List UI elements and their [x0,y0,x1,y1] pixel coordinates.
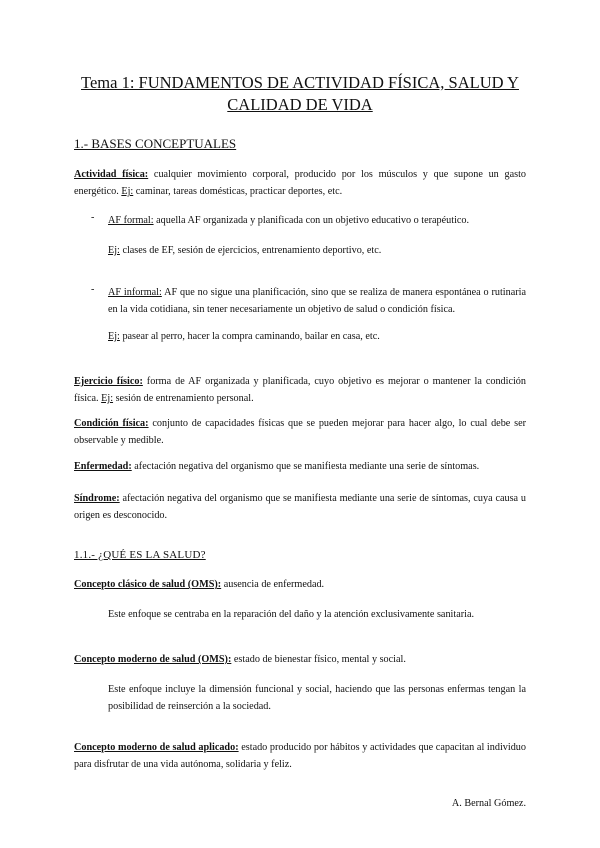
title-line-2: CALIDAD DE VIDA [227,95,373,114]
definition-af-formal: aquella AF organizada y planificada con un objetivo educativo o terapéutico. [153,215,470,226]
definition-salud-clasico: ausencia de enfermedad. [221,579,325,590]
definition-enfermedad: afectación negativa del organismo que se manifiesta mediante una serie de síntomas. [131,461,480,472]
term-salud-aplicado: Concepto moderno de salud aplicado: [74,742,239,753]
term-af-informal: AF informal: [108,287,162,298]
term-salud-clasico: Concepto clásico de salud (OMS): [74,579,222,590]
example-text: caminar, tareas domésticas, practicar deportes, etc. [133,186,343,197]
paragraph-salud-aplicado [74,739,526,773]
example-text: clases de EF, sesión de ejercicios, entrenamiento deportivo, etc. [119,245,382,256]
paragraph-sindrome [74,490,526,524]
example-af-formal [108,242,526,259]
paragraph-af-informal [108,284,526,318]
paragraph-actividad-fisica [74,166,526,200]
definition-actividad-fisica: cualquier movimiento corporal, producido por los músculos y que supone un gasto energético. [74,169,526,197]
example-label: Ej: [108,331,120,342]
detail-salud-clasico: Este enfoque se centraba en la reparación del daño y la atención exclusivamente sanitaria. [108,609,475,620]
example-label: Ej: [108,245,120,256]
example-text: sesión de entrenamiento personal. [113,393,254,404]
paragraph-salud-clasico [74,576,526,593]
term-enfermedad: Enfermedad: [74,461,132,472]
example-af-informal [108,328,526,345]
term-sindrome: Síndrome: [74,493,120,504]
example-label: Ej: [121,186,134,197]
paragraph-enfermedad [74,458,526,475]
term-ejercicio-fisico: Ejercicio físico: [74,376,143,387]
term-af-formal: AF formal: [108,215,154,226]
definition-sindrome: afectación negativa del organismo que se manifiesta mediante una serie de síntomas, cuya causa u origen es desconocido. [74,493,526,521]
document-title [40,72,560,116]
bullet-dash: - [91,212,95,223]
definition-af-informal: AF que no sigue una planificación, sino que se realiza de manera espontánea o rutinaria en la vida cotidiana, sin tener necesariamente un objetivo de salud o condición física. [108,287,526,315]
definition-condicion-fisica: conjunto de capacidades físicas que se pueden mejorar para hacer algo, lo cual debe ser observable y medible. [74,418,526,446]
example-text: pasear al perro, hacer la compra caminando, bailar en casa, etc. [119,331,380,342]
section-heading-bases: 1.- BASES CONCEPTUALES [74,136,237,151]
example-label: Ej: [101,393,114,404]
bullet-dash: - [91,284,95,295]
term-salud-moderno: Concepto moderno de salud (OMS): [74,654,232,665]
definition-ejercicio-fisico: forma de AF organizada y planificada, cuyo objetivo es mejorar o mantener la condición física. [74,376,526,404]
title-line-1: Tema 1: FUNDAMENTOS DE ACTIVIDAD FÍSICA, SALUD Y [81,73,519,92]
section-heading-que-es-la-salud: 1.1.- ¿QUÉ ES LA SALUD? [74,549,206,561]
paragraph-af-formal [108,212,526,229]
footer-author: A. Bernal Gómez. [451,798,526,809]
definition-salud-aplicado: estado producido por hábitos y actividades que capacitan al individuo para disfrutar de una vida autónoma, solidaria y feliz. [74,742,526,770]
detail-salud-moderno: Este enfoque incluye la dimensión funcional y social, haciendo que las personas enfermas tengan la posibilidad de reinserción a la sociedad. [108,684,526,712]
definition-salud-moderno: estado de bienestar físico, mental y social. [231,654,406,665]
paragraph-salud-moderno [74,651,526,668]
term-condicion-fisica: Condición física: [74,418,149,429]
paragraph-ejercicio-fisico [74,373,526,407]
term-actividad-fisica: Actividad física: [74,169,149,180]
paragraph-condicion-fisica [74,415,526,449]
